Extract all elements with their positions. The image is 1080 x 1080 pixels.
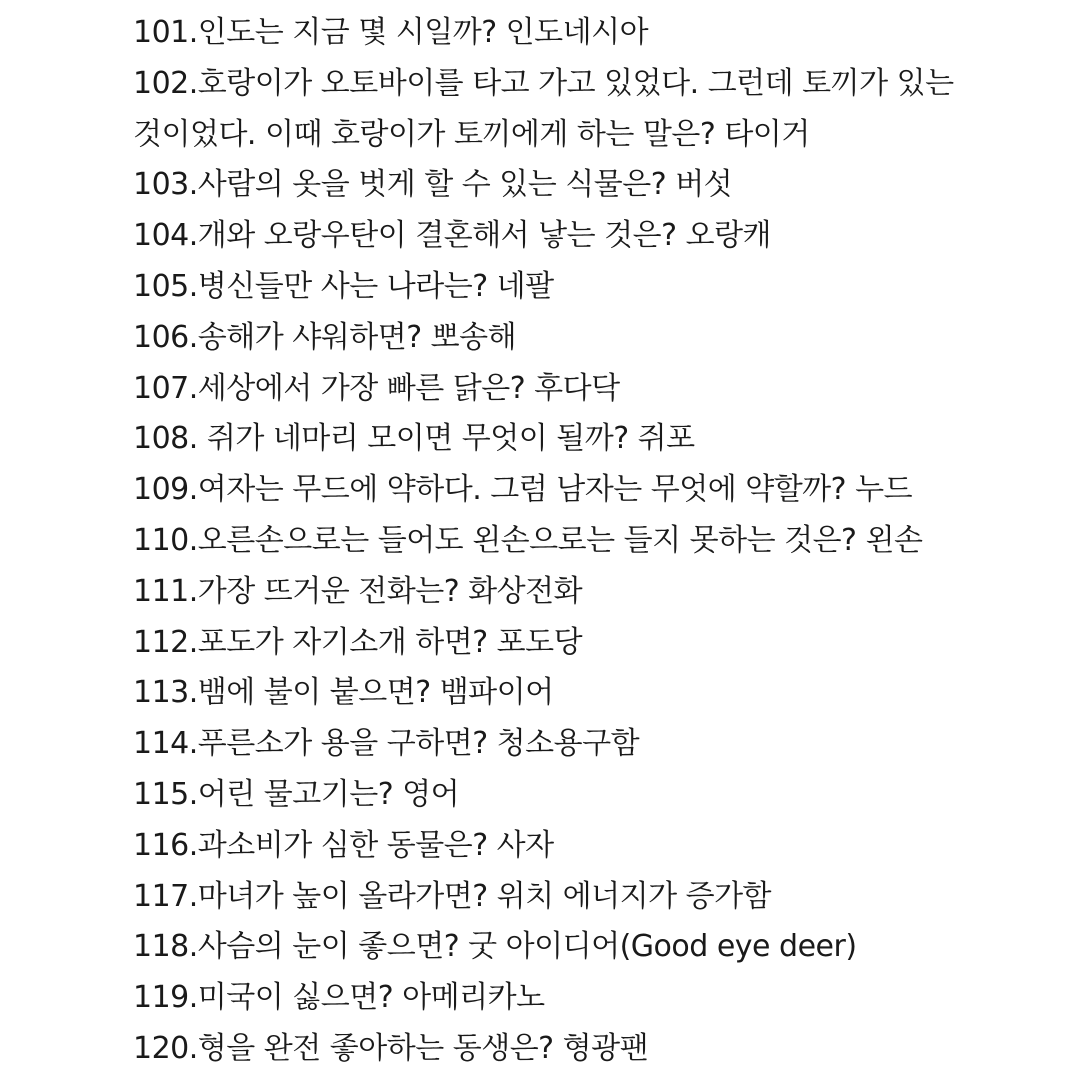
riddle-line-118: 118.사슴의 눈이 좋으면? 굿 아이디어(Good eye deer) [133,929,857,965]
riddle-line-112: 112.포도가 자기소개 하면? 포도당 [133,624,583,660]
riddle-line-101: 101.인도는 지금 몇 시일까? 인도네시아 [133,15,649,50]
riddle-line-106: 106.송해가 샤워하면? 뽀송해 [133,319,517,355]
riddle-line-109: 109.여자는 무드에 약하다. 그럼 남자는 무엇에 약할까? 누드 [133,472,913,508]
riddle-line-114: 114.푸른소가 용을 구하면? 청소용구함 [133,726,640,762]
riddle-list [133,8,1033,1075]
riddle-line-102: 102.호랑이가 오토바이를 타고 가고 있었다. 그런데 토끼가 있는 [133,65,954,101]
riddle-line-107: 107.세상에서 가장 빠른 닭은? 후다닥 [133,370,620,406]
riddle-line-116: 116.과소비가 심한 동물은? 사자 [133,827,554,863]
riddle-line-111: 111.가장 뜨거운 전화는? 화상전화 [133,573,583,609]
riddle-line-113: 113.뱀에 불이 붙으면? 뱀파이어 [133,675,554,711]
riddle-line-117: 117.마녀가 높이 올라가면? 위치 에너지가 증가함 [133,878,772,914]
riddle-line-110: 110.오른손으로는 들어도 왼손으로는 들지 못하는 것은? 왼손 [133,522,923,558]
riddle-line-104: 104.개와 오랑우탄이 결혼해서 낳는 것은? 오랑캐 [133,218,772,254]
riddle-line-120: 120.형을 완전 좋아하는 동생은? 형광팬 [133,1030,649,1066]
riddle-line-119: 119.미국이 싫으면? 아메리카노 [133,980,545,1016]
riddle-line-103: 103.사람의 옷을 벗게 할 수 있는 식물은? 버섯 [133,167,733,203]
riddle-line-105: 105.병신들만 사는 나라는? 네팔 [133,268,554,304]
riddle-line-102-continued: 것이었다. 이때 호랑이가 토끼에게 하는 말은? 타이거 [133,116,810,152]
riddle-line-108: 108. 쥐가 네마리 모이면 무엇이 될까? 쥐포 [133,421,695,457]
riddle-line-115: 115.어린 물고기는? 영어 [133,776,460,812]
